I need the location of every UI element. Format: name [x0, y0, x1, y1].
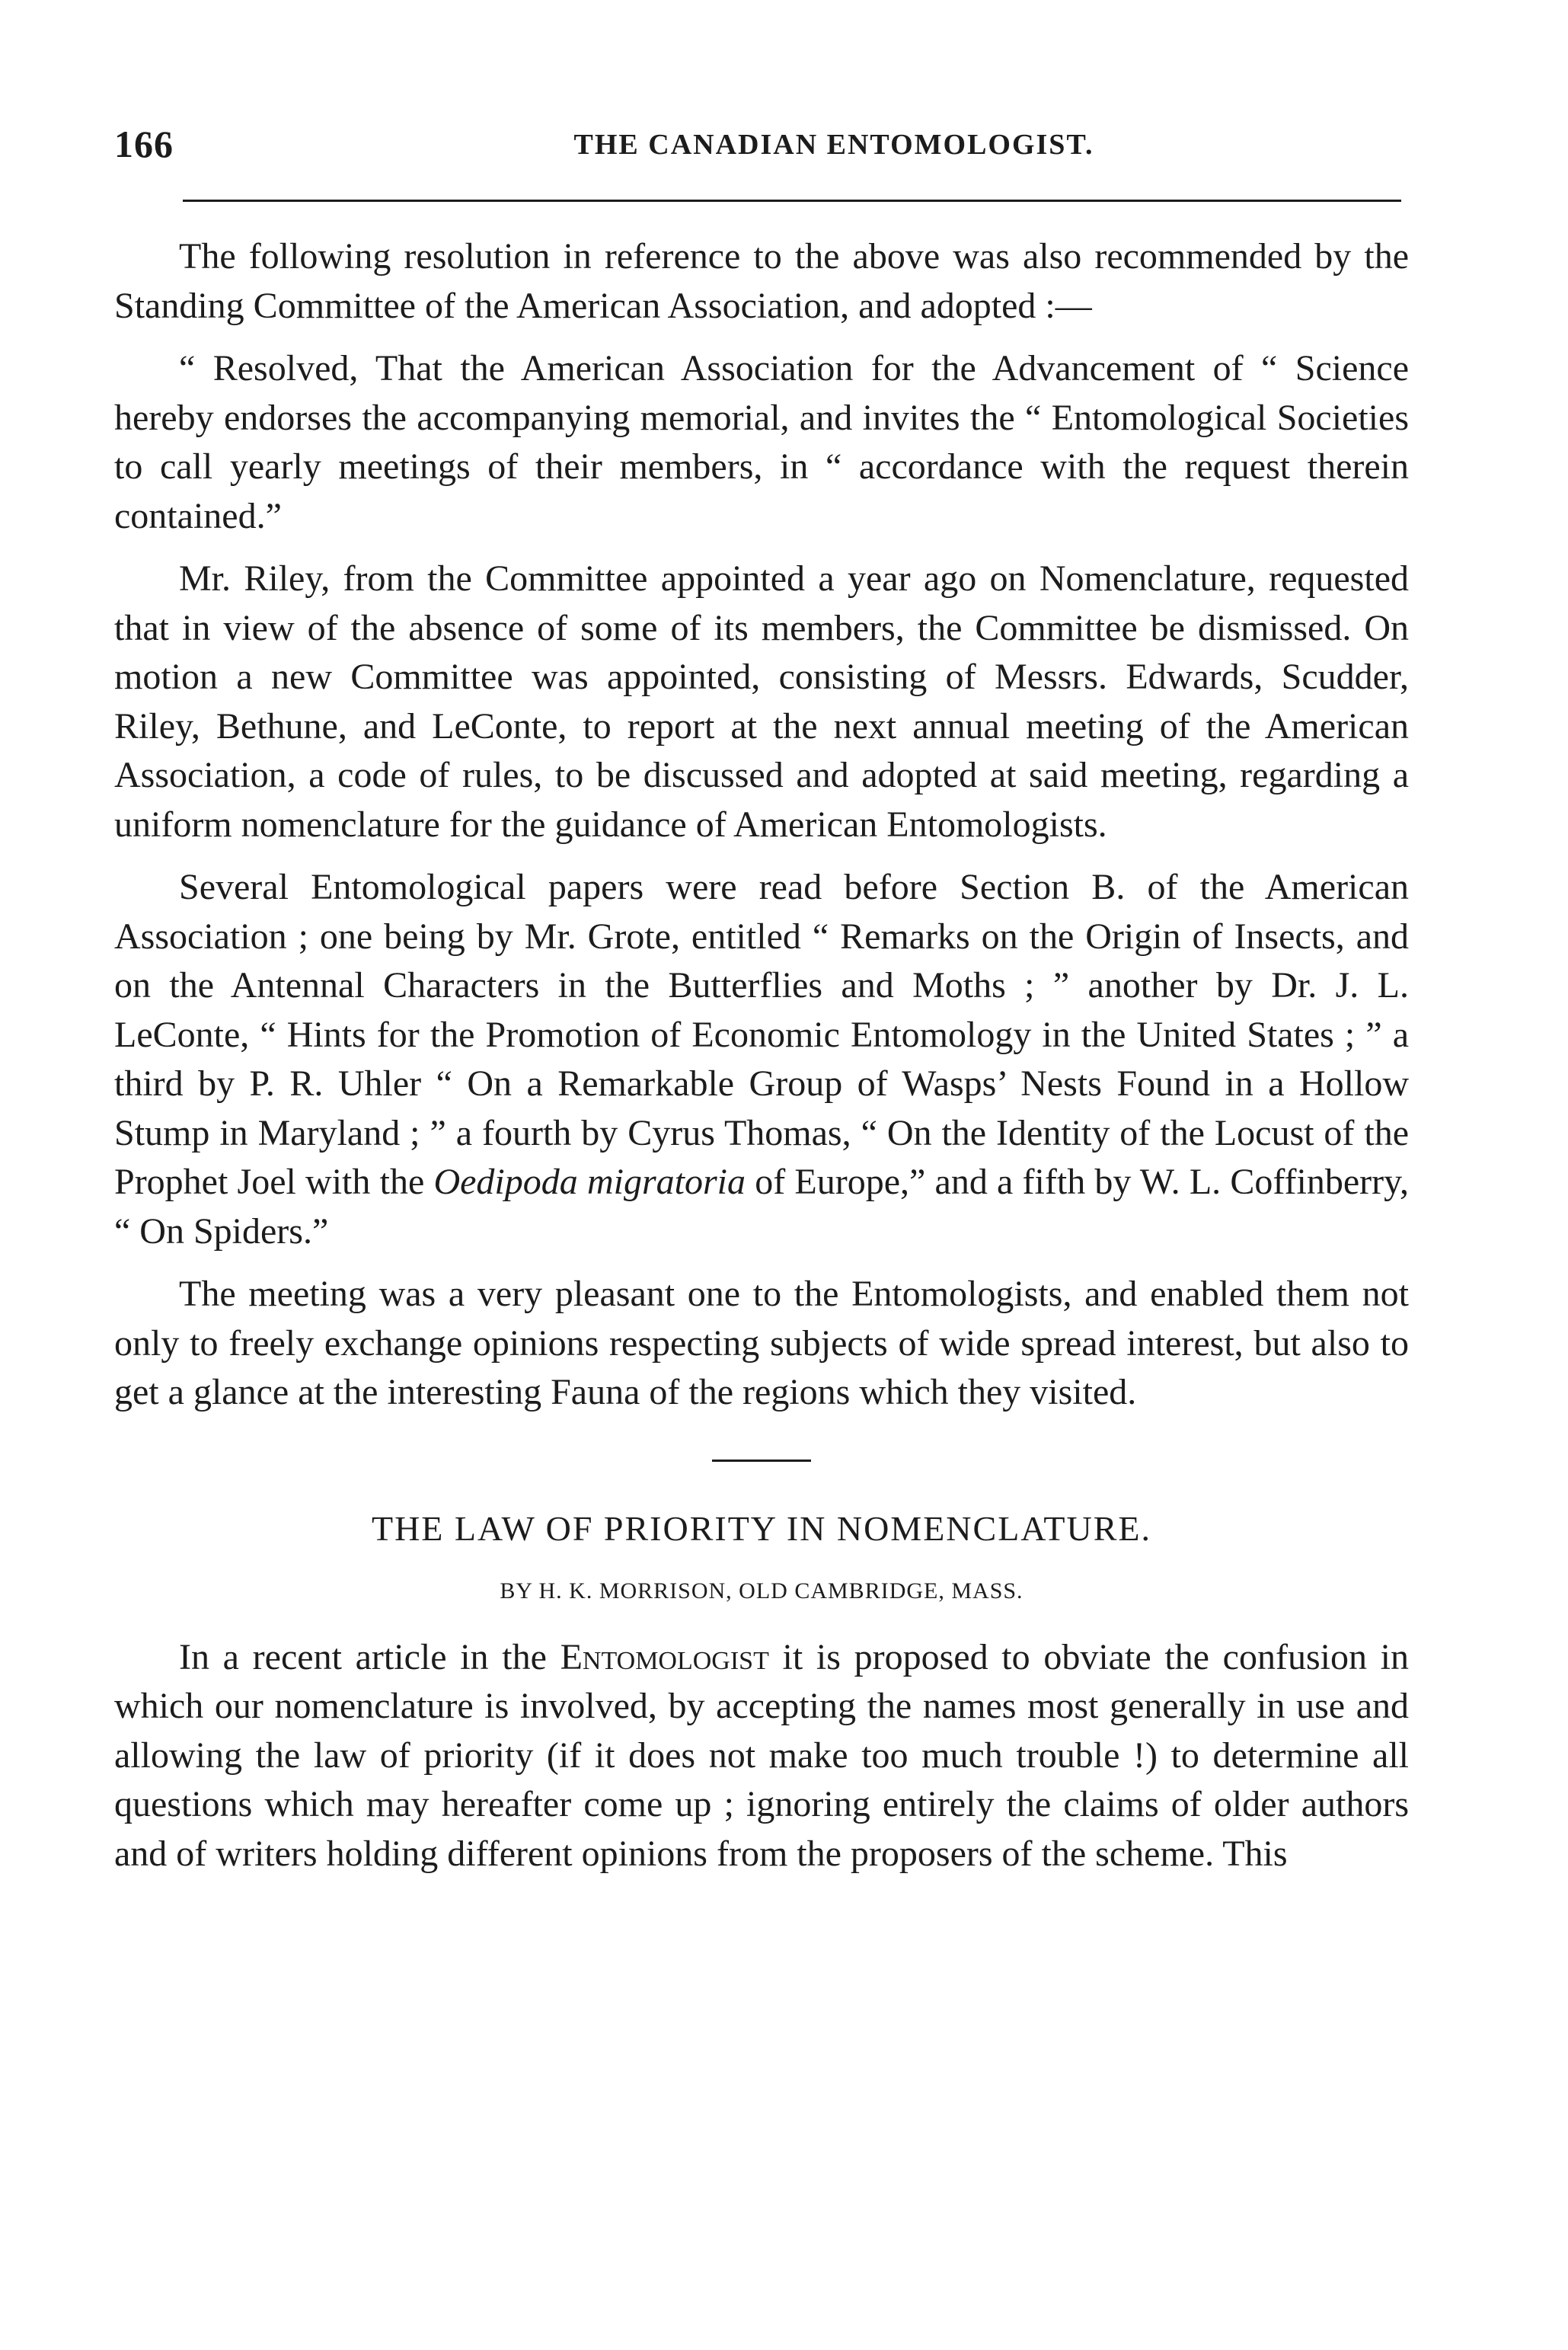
body-text — [114, 232, 1409, 1892]
paragraph-nomenclature-committee: Mr. Riley, from the Committee appointed a year ago on Nomenclature, requested that in view of the absence of some of its members, the Committee be dismissed. On motion a new Committee was appointed, consisting of Messrs. Edwards, Scudder, Riley, Bethune, and LeConte, to report at the next annual meeting of the American Association, a code of rules, to be discussed and adopted at said meeting, regarding a uniform nomenclature for the guidance of American Entomologists. — [114, 558, 1409, 845]
papers-text-part-1: Several Entomological papers were read before Section B. of the American Association ; one being by Mr. Grote, entitled “ Remarks on the Origin of Insects, and on the Antennal Characters in the Butterflies and Moths ; ” another by Dr. J. L. LeConte, “ Hints for the Promotion of Economic Entomology in the United States ; ” a third by P. R. Uhler “ On a Remarkable Group of Wasps’ Nests Found in a Hollow Stump in Maryland ; ” a fourth by Cyrus Thomas, “ On the Identity of the Locust of the Prophet Joel with the — [114, 867, 1409, 1202]
paragraph-papers-read — [114, 863, 1409, 1256]
paragraph-resolution-intro: The following resolution in reference to the above was also recommended by the Standing Committee of the American Association, and adopted :— — [114, 236, 1409, 326]
paragraph-meeting-summary: The meeting was a very pleasant one to the Entomologists, and enabled them not only to freely exchange opinions respecting subjects of wide spread interest, but also to get a glance at the interesting Fauna of the regions which they visited. — [114, 1274, 1409, 1412]
papers-text-part-2: of Europe,” and a fifth by W. L. Coffinberry, “ On Spiders.” — [114, 1162, 1409, 1252]
header-rule — [183, 200, 1401, 202]
journal-name-smallcaps: Entomologist — [560, 1636, 769, 1677]
page-header — [114, 114, 1409, 168]
paragraph-resolution-quote: “ Resolved, That the American Association for the Advancement of “ Science hereby endorses the accompanying memorial, and invites the “ Entomological Societies to call yearly meetings of their members, in “ accordance with the request therein contained.” — [114, 348, 1409, 536]
article-byline: BY H. K. MORRISON, OLD CAMBRIDGE, MASS. — [500, 1578, 1024, 1603]
article-text-part-2: it is proposed to obviate the confusion in which our nomenclature is involved, by accepting the names most generally in use and allowing the law of priority (if it does not make too much trouble !) to determine all questions which may hereafter come up ; ignoring entirely the claims of older authors and of writers holding different opinions from the proposers of the scheme. This — [114, 1636, 1410, 1874]
section-divider — [712, 1460, 811, 1462]
running-title: THE CANADIAN ENTOMOLOGIST. — [573, 129, 1094, 161]
page-number: 166 — [114, 123, 174, 165]
page — [114, 114, 1410, 1874]
article-title: THE LAW OF PRIORITY IN NOMENCLATURE. — [371, 1508, 1152, 1548]
species-name: Oedipoda migratoria — [433, 1162, 746, 1202]
article-text-part-1: In a recent article in the — [179, 1636, 560, 1677]
paragraph-article-opening — [114, 1633, 1409, 1879]
